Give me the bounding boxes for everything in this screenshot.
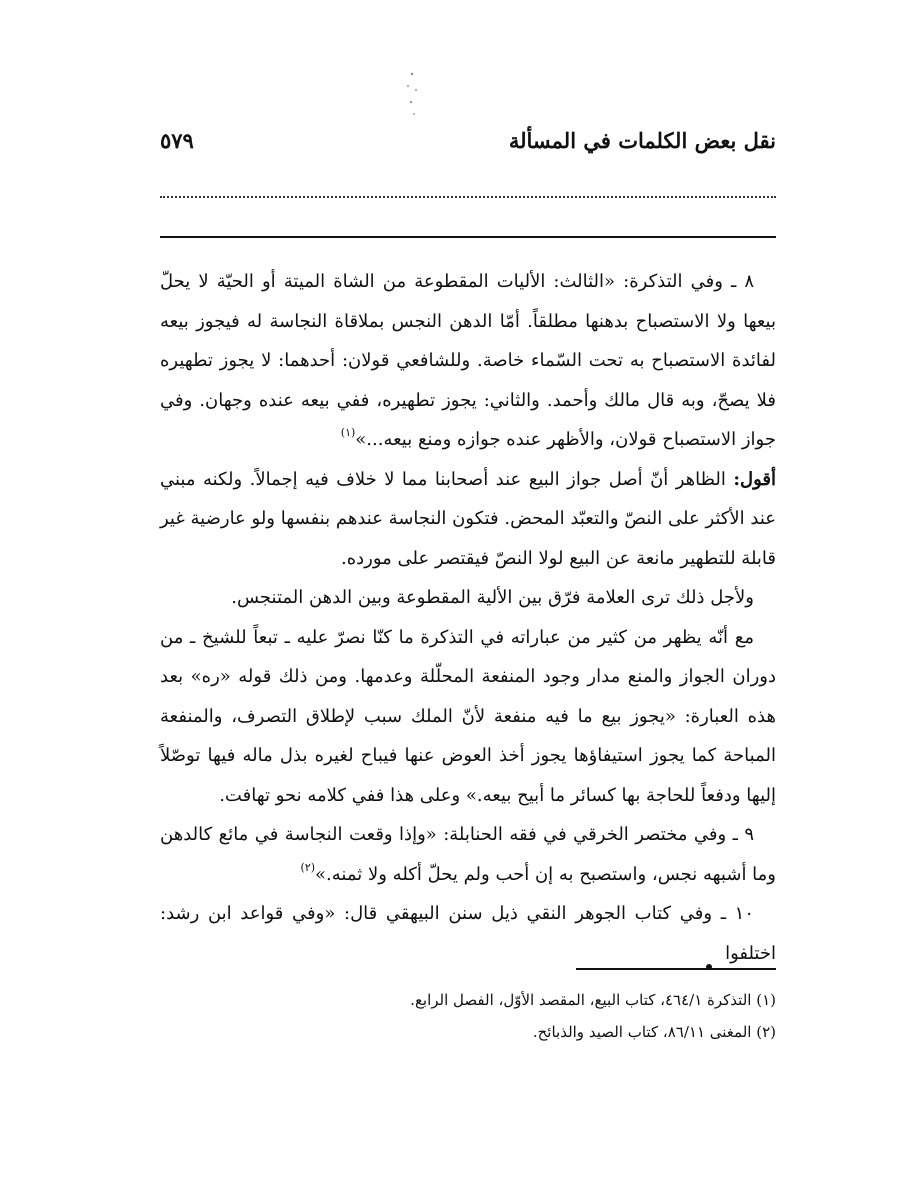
paragraph-kharaqi-text: ٩ ـ وفي مختصر الخرقي في فقه الحنابلة: «وإذا وقعت النجاسة في مائع كالدهن وما أشبهه نجس، واستصبح به إن أحب ولم يحلّ أكله ولا ثمنه.» bbox=[160, 824, 776, 885]
running-title: نقل بعض الكلمات في المسألة bbox=[508, 128, 776, 153]
footnote-marker bbox=[706, 964, 712, 970]
footnote-separator bbox=[576, 968, 776, 970]
dotted-rule bbox=[160, 196, 776, 198]
paragraph-jawhar-naqi: ١٠ ـ وفي كتاب الجوهر النقي ذيل سنن البيهقي قال: «وفي قواعد ابن رشد: اختلفوا bbox=[160, 903, 776, 964]
footnote-ref-1: (١) bbox=[340, 426, 356, 439]
footnote-2: (٢) المغنى ٨٦/١١، كتاب الصيد والذبائح. bbox=[532, 1023, 776, 1041]
paragraph-lead-word: أقول: bbox=[733, 468, 776, 490]
page-number: ٥٧٩ bbox=[160, 128, 194, 153]
main-text bbox=[160, 262, 776, 973]
paragraph-tahafut: مع أنّه يظهر من كثير من عباراته في التذكرة ما كنّا نصرّ عليه ـ تبعاً للشيخ ـ من دوران الجواز والمنع مدار وجود المنفعة المحلّلة وعدمها. ومن ذلك قوله «ره» بعد هذه العبارة: «يجوز بيع ما فيه منفعة لأنّ الملك سبب لإطلاق التصرف، والمنفعة المباحة كما يجوز استيفاؤها يجوز أخذ العوض عنها فيباح لغيره بذل ماله فيها توصّلاً إليها ودفعاً للحاجة بها كسائر ما أبيح بيعه.» وعلى هذا ففي كلامه نحو تهافت. bbox=[160, 626, 776, 806]
paragraph-aqulu bbox=[160, 460, 776, 579]
scan-specks bbox=[398, 68, 428, 128]
footnote-1: (١) التذكرة ٤٦٤/١، كتاب البيع، المقصد الأوّل، الفصل الرابع. bbox=[410, 991, 776, 1009]
paragraph-kharaqi bbox=[160, 815, 776, 894]
paragraph-allama: ولأجل ذلك ترى العلامة فرّق بين الألية المقطوعة وبين الدهن المتنجس. bbox=[231, 587, 754, 608]
paragraph-tadhkira-text: ٨ ـ وفي التذكرة: «الثالث: الأليات المقطوعة من الشاة الميتة أو الحيّة لا يحلّ بيعها ولا الاستصباح بدهنها مطلقاً. أمّا الدهن النجس بملاقاة النجاسة له فيجوز بيعه لفائدة الاستصباح به تحت السّماء خاصة. وللشافعي قولان: أحدهما: لا يجوز تطهيره فلا يصحّ، وبه قال مالك وأحمد. والثاني: يجوز تطهيره، ففي بيعه عنده وجهان. وفي جواز الاستصباح قولان، والأظهر عنده جوازه ومنع بيعه...» bbox=[160, 271, 776, 450]
header-rule bbox=[160, 236, 776, 238]
page-header bbox=[160, 128, 776, 164]
paragraph-tadhkira bbox=[160, 262, 776, 460]
paragraph-aqulu-text: الظاهر أنّ أصل جواز البيع عند أصحابنا مما لا خلاف فيه إجمالاً. ولكنه مبني عند الأكثر على النصّ والتعبّد المحض. فتكون النجاسة عندهم بنفسها ولو عارضية غير قابلة للتطهير مانعة عن البيع لولا النصّ فيقتصر على مورده. bbox=[160, 468, 776, 569]
footnotes bbox=[160, 984, 776, 1048]
footnote-ref-2: (٢) bbox=[300, 860, 316, 874]
